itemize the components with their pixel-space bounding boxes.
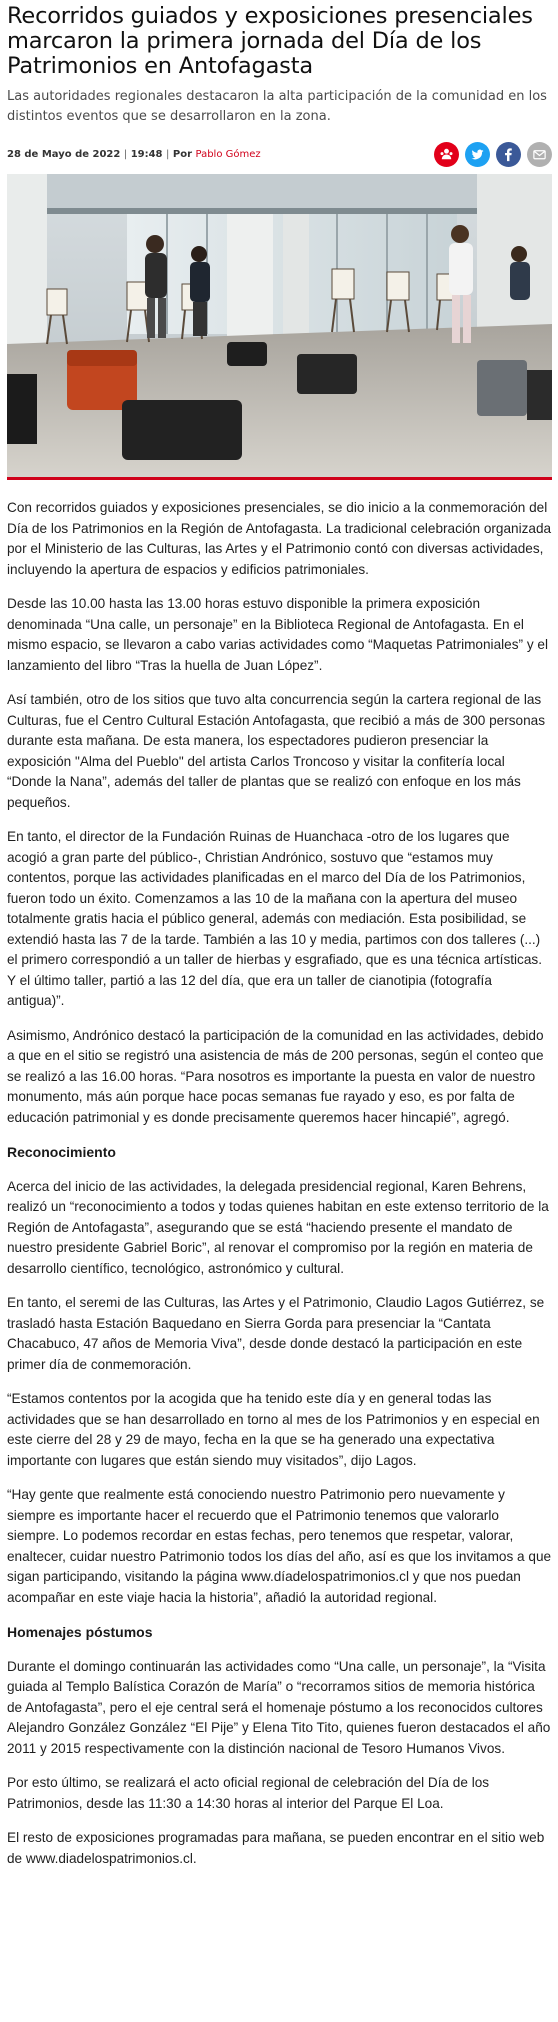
twitter-share-button[interactable]: [465, 142, 490, 167]
article-time: 19:48: [130, 148, 163, 160]
paragraph: En tanto, el seremi de las Culturas, las Artes y el Patrimonio, Claudio Lagos Gutiérrez, se trasladó hasta Estación Baquedano en Sierra Gorda para presenciar la “Cantata Chacabuco, 47 años de Memoria Viva”, desde donde destacó la participación en este primer día de conmemoración.: [7, 1295, 545, 1372]
facebook-share-button[interactable]: [496, 142, 521, 167]
paragraph: Asimismo, Andrónico destacó la participación de la comunidad en las actividades, debido a que en el sitio se registró una asistencia de más de 200 personas, según el conteo que se realizó a las 16.00 horas. “Para nosotros es importante la puesta en valor de nuestro monumento, más aún porque hace pocas semanas fue rayado y eso, es por falta de educación patrimonial y es donde precisamente queremos hacer hincapié”, agregó.: [7, 1027, 544, 1125]
facebook-icon: [501, 147, 516, 162]
by-label: Por: [172, 148, 193, 160]
article-title: Recorridos guiados y exposiciones presenciales marcaron la primera jornada del Día de los Patrimonios en Antofagasta: [7, 3, 533, 79]
email-share-button[interactable]: [527, 142, 552, 167]
meta-separator: |: [123, 148, 128, 160]
twitter-icon: [470, 147, 485, 162]
paragraph: El resto de exposiciones programadas para mañana, se pueden encontrar en el sitio web de www.diadelospatrimonios.cl.: [7, 1830, 545, 1866]
article-body: [7, 498, 552, 1869]
paragraph: Con recorridos guiados y exposiciones presenciales, se dio inicio a la conmemoración del Día de los Patrimonios en la Región de Antofagasta. La tradicional celebración organizada por el Ministerio de las Culturas, las Artes y el Patrimonio contó con diversas actividades, incluyendo la apertura de espacios y edificios patrimoniales.: [7, 500, 552, 577]
article-subtitle: Las autoridades regionales destacaron la alta participación de la comunidad en los distintos eventos que se desarrollaron en la zona.: [7, 89, 547, 124]
meta-separator: |: [166, 148, 170, 160]
share-people-icon: [439, 147, 454, 162]
share-people-button[interactable]: [434, 142, 459, 167]
meta-row: [7, 139, 552, 169]
section-heading: Homenajes póstumos: [7, 1624, 153, 1640]
author-link[interactable]: Pablo Gómez: [195, 148, 261, 160]
paragraph: Desde las 10.00 hasta las 13.00 horas estuvo disponible la primera exposición denominada “Una calle, un personaje” en la Biblioteca Regional de Antofagasta. En el mismo espacio, se llevaron a cabo varias actividades como “Maquetas Patrimoniales” y el lanzamiento del libro “Tras la huella de Juan López”.: [7, 596, 548, 673]
paragraph: “Estamos contentos por la acogida que ha tenido este día y en general todas las actividades que se han desarrollado en torno al mes de los Patrimonios y en especial en este cierre del 28 y 29 de mayo, fecha en la que se ha generado una expectativa importante con lugares que están siendo muy visitados”, dijo Lagos.: [7, 1391, 540, 1468]
section-heading: Reconocimiento: [7, 1144, 116, 1160]
share-buttons: [434, 142, 552, 167]
paragraph: Durante el domingo continuarán las actividades como “Una calle, un personaje”, la “Visita guiada al Templo Balística Corazón de María” o “recorramos sitios de memoria histórica de Antofagasta”, pero el eje central será el homenaje póstumo a los reconocidos cultores Alejandro González González “El Pije” y Elena Tito Tito, quienes fueron destacados el año 2011 y 2015 respectivamente con la distinción nacional de Tesoro Humanos Vivos.: [7, 1658, 551, 1756]
paragraph: “Hay gente que realmente está conociendo nuestro Patrimonio pero nuevamente y siempre es importante hacer el recuerdo que el Patrimonio tenemos que valorarlo siempre. Lo podemos recordar en estas fechas, pero tenemos que respetar, valorar, enaltecer, cuidar nuestro Patrimonio todos los días del año, así es que los invitamos a que sigan participando, visitando la página www.díadelospatrimonios.cl y que nos puedan acompañar en este viaje hacia la historia”, añadió la autoridad regional.: [7, 1487, 552, 1605]
exhibition-photo: [7, 174, 552, 477]
paragraph: Así también, otro de los sitios que tuvo alta concurrencia según la cartera regional de las Culturas, fue el Centro Cultural Estación Antofagasta, que recibió a más de 300 personas durante esta mañana. De esta manera, los espectadores pudieron presenciar la exposición "Alma del Pueblo" del artista Carlos Troncoso y visitar la confitería local “Donde la Nana”, además del taller de plantas que se realizó con enfoque en los más pequeños.: [7, 692, 546, 810]
article-meta: [7, 149, 261, 160]
article-photo: [7, 174, 552, 480]
email-icon: [532, 147, 547, 162]
article-date: 28 de Mayo de 2022: [7, 148, 121, 160]
paragraph: Por esto último, se realizará el acto oficial regional de celebración del Día de los Patrimonios, desde las 11:30 a 14:30 horas al interior del Parque El Loa.: [7, 1775, 490, 1811]
paragraph: Acerca del inicio de las actividades, la delegada presidencial regional, Karen Behrens, realizó un “reconocimiento a todos y todas quienes habitan en este extenso territorio de la Región de Antofagasta”, asegurando que se está “haciendo presente el mandato de nuestro presidente Gabriel Boric”, al renovar el compromiso por la región en materia de desarrollo científico, tecnológico, astronómico y cultural.: [7, 1178, 549, 1276]
paragraph: En tanto, el director de la Fundación Ruinas de Huanchaca -otro de los lugares que acogió a gran parte del público-, Christian Andrónico, sostuvo que “estamos muy contentos, porque las actividades planificadas en el marco del Día de los Patrimonios, fueron todo un éxito. Comenzamos a las 10 de la mañana con la apertura del museo totalmente gratis hacia el público general, además con mediación. Esta posibilidad, se extendió hasta las 7 de la tarde. También a las 10 y media, partimos con dos talleres (...) el primero correspondió a un taller de hierbas y esgrafiado, que es una técnica artísticas. Y el último taller, partió a las 12 del día, que era un taller de cianotipia (fotografía antigua)”.: [7, 829, 542, 1008]
